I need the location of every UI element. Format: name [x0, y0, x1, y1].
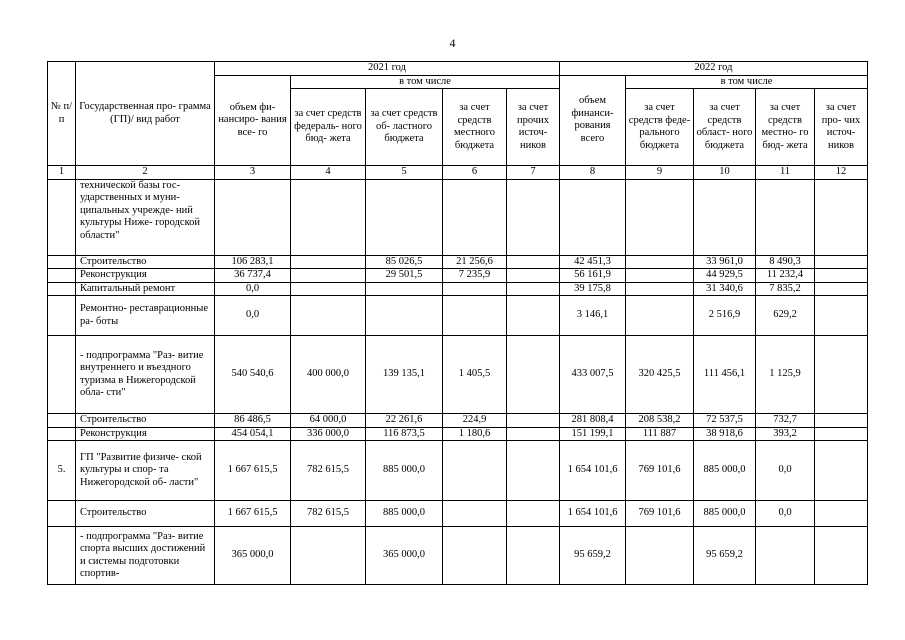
value-cell: 540 540,6	[215, 336, 291, 414]
value-cell: 885 000,0	[694, 441, 756, 501]
value-cell: 1 180,6	[443, 427, 507, 441]
header-num: № п/п	[48, 62, 76, 166]
value-cell	[815, 179, 868, 255]
column-number: 3	[215, 166, 291, 180]
value-cell	[626, 282, 694, 296]
page-number: 4	[449, 36, 456, 50]
header-2022-local: за счет средств местно- го бюд- жета	[756, 89, 815, 166]
value-cell	[626, 179, 694, 255]
header-year-2022: 2022 год	[560, 62, 868, 76]
value-cell	[291, 179, 366, 255]
program-name-cell: - подпрограмма "Раз- витие внутреннего и въездного туризма в Нижегородской обла- сти"	[76, 336, 215, 414]
header-2021-other: за счет прочих источ- ников	[507, 89, 560, 166]
column-number: 1	[48, 166, 76, 180]
value-cell: 2 516,9	[694, 296, 756, 336]
value-cell	[815, 282, 868, 296]
value-cell: 629,2	[756, 296, 815, 336]
header-2021-total: объем фи- нансиро- вания все- го	[215, 75, 291, 166]
value-cell	[366, 179, 443, 255]
value-cell: 8 490,3	[756, 255, 815, 269]
value-cell: 1 405,5	[443, 336, 507, 414]
row-number-cell	[48, 255, 76, 269]
value-cell: 33 961,0	[694, 255, 756, 269]
program-name-cell: Строительство	[76, 414, 215, 428]
value-cell	[507, 527, 560, 585]
row-number-cell	[48, 179, 76, 255]
value-cell	[815, 501, 868, 527]
value-cell	[366, 282, 443, 296]
value-cell: 36 737,4	[215, 269, 291, 283]
value-cell: 111 456,1	[694, 336, 756, 414]
value-cell: 208 538,2	[626, 414, 694, 428]
column-numbers-row	[48, 166, 868, 180]
value-cell	[291, 527, 366, 585]
value-cell: 86 486,5	[215, 414, 291, 428]
value-cell: 885 000,0	[366, 501, 443, 527]
program-name-cell: Реконструкция	[76, 427, 215, 441]
value-cell: 1 125,9	[756, 336, 815, 414]
value-cell: 111 887	[626, 427, 694, 441]
value-cell	[694, 179, 756, 255]
value-cell	[815, 441, 868, 501]
value-cell: 95 659,2	[694, 527, 756, 585]
value-cell: 336 000,0	[291, 427, 366, 441]
value-cell: 1 654 101,6	[560, 501, 626, 527]
table-row	[48, 336, 868, 414]
value-cell: 22 261,6	[366, 414, 443, 428]
row-number-cell	[48, 501, 76, 527]
value-cell	[815, 427, 868, 441]
value-cell	[443, 296, 507, 336]
program-name-cell: ГП "Развитие физиче- ской культуры и спор- та Нижегородской об- ласти"	[76, 441, 215, 501]
value-cell: 1 667 615,5	[215, 441, 291, 501]
value-cell: 44 929,5	[694, 269, 756, 283]
value-cell: 224,9	[443, 414, 507, 428]
program-name-cell: Строительство	[76, 255, 215, 269]
value-cell	[291, 282, 366, 296]
value-cell: 42 451,3	[560, 255, 626, 269]
value-cell	[291, 269, 366, 283]
value-cell	[215, 179, 291, 255]
column-number: 12	[815, 166, 868, 180]
column-number: 6	[443, 166, 507, 180]
value-cell: 95 659,2	[560, 527, 626, 585]
value-cell: 139 135,1	[366, 336, 443, 414]
value-cell: 0,0	[756, 441, 815, 501]
value-cell	[443, 179, 507, 255]
value-cell: 320 425,5	[626, 336, 694, 414]
value-cell	[626, 527, 694, 585]
table-row	[48, 441, 868, 501]
header-year-2021: 2021 год	[215, 62, 560, 76]
value-cell: 782 615,5	[291, 441, 366, 501]
value-cell	[443, 441, 507, 501]
table-row	[48, 527, 868, 585]
value-cell	[815, 414, 868, 428]
table-row	[48, 501, 868, 527]
header-2022-regional: за счет средств област- ного бюджета	[694, 89, 756, 166]
value-cell: 769 101,6	[626, 441, 694, 501]
value-cell: 365 000,0	[215, 527, 291, 585]
program-name-cell: Реконструкция	[76, 269, 215, 283]
value-cell: 885 000,0	[366, 441, 443, 501]
column-number: 7	[507, 166, 560, 180]
value-cell: 64 000,0	[291, 414, 366, 428]
value-cell	[815, 296, 868, 336]
value-cell: 3 146,1	[560, 296, 626, 336]
row-number-cell	[48, 336, 76, 414]
table-row	[48, 296, 868, 336]
value-cell	[507, 282, 560, 296]
row-number-cell	[48, 296, 76, 336]
program-name-cell: Ремонтно- реставрационные ра- боты	[76, 296, 215, 336]
row-number-cell	[48, 527, 76, 585]
value-cell	[507, 414, 560, 428]
value-cell	[815, 269, 868, 283]
value-cell	[756, 527, 815, 585]
value-cell: 732,7	[756, 414, 815, 428]
table-body	[48, 179, 868, 585]
value-cell	[507, 296, 560, 336]
value-cell	[815, 255, 868, 269]
column-number: 2	[76, 166, 215, 180]
value-cell	[366, 296, 443, 336]
value-cell: 31 340,6	[694, 282, 756, 296]
row-number-cell	[48, 414, 76, 428]
value-cell: 393,2	[756, 427, 815, 441]
value-cell: 0,0	[215, 282, 291, 296]
column-number: 9	[626, 166, 694, 180]
table-row	[48, 179, 868, 255]
column-number: 8	[560, 166, 626, 180]
value-cell: 454 054,1	[215, 427, 291, 441]
value-cell: 21 256,6	[443, 255, 507, 269]
value-cell: 0,0	[756, 501, 815, 527]
value-cell: 7 835,2	[756, 282, 815, 296]
header-2021-federal: за счет средств федераль- ного бюд- жета	[291, 89, 366, 166]
value-cell	[443, 527, 507, 585]
value-cell	[507, 501, 560, 527]
header-program: Государственная про- грамма (ГП)/ вид работ	[76, 62, 215, 166]
table-row	[48, 414, 868, 428]
program-name-cell: технической базы гос- ударственных и муни- ципальных учрежде- ний культуры Ниже- городской области"	[76, 179, 215, 255]
header-2021-including: в том числе	[291, 75, 560, 89]
row-number-cell	[48, 427, 76, 441]
value-cell	[443, 501, 507, 527]
value-cell: 0,0	[215, 296, 291, 336]
program-name-cell: - подпрограмма "Раз- витие спорта высших достижений и системы подготовки спортив-	[76, 527, 215, 585]
value-cell: 29 501,5	[366, 269, 443, 283]
value-cell: 56 161,9	[560, 269, 626, 283]
value-cell: 85 026,5	[366, 255, 443, 269]
column-number: 5	[366, 166, 443, 180]
value-cell	[443, 282, 507, 296]
value-cell: 72 537,5	[694, 414, 756, 428]
value-cell	[507, 179, 560, 255]
value-cell: 782 615,5	[291, 501, 366, 527]
header-2022-other: за счет про- чих источ- ников	[815, 89, 868, 166]
row-number-cell	[48, 269, 76, 283]
program-name-cell: Строительство	[76, 501, 215, 527]
financing-table	[47, 61, 868, 585]
header-2022-total: объем финанси- рования всего	[560, 75, 626, 166]
value-cell	[291, 296, 366, 336]
value-cell	[626, 255, 694, 269]
table-row	[48, 269, 868, 283]
value-cell: 11 232,4	[756, 269, 815, 283]
value-cell: 39 175,8	[560, 282, 626, 296]
value-cell	[507, 336, 560, 414]
value-cell	[815, 336, 868, 414]
table-row	[48, 282, 868, 296]
header-2021-regional: за счет средств об- ластного бюджета	[366, 89, 443, 166]
value-cell: 1 667 615,5	[215, 501, 291, 527]
table-row	[48, 427, 868, 441]
value-cell: 365 000,0	[366, 527, 443, 585]
row-number-cell: 5.	[48, 441, 76, 501]
value-cell	[756, 179, 815, 255]
column-number: 10	[694, 166, 756, 180]
value-cell	[626, 296, 694, 336]
value-cell	[507, 255, 560, 269]
value-cell	[507, 427, 560, 441]
value-cell: 400 000,0	[291, 336, 366, 414]
column-number: 11	[756, 166, 815, 180]
value-cell: 7 235,9	[443, 269, 507, 283]
value-cell	[507, 441, 560, 501]
header-2021-local: за счет средств местного бюджета	[443, 89, 507, 166]
program-name-cell: Капитальный ремонт	[76, 282, 215, 296]
value-cell	[507, 269, 560, 283]
value-cell: 433 007,5	[560, 336, 626, 414]
value-cell: 885 000,0	[694, 501, 756, 527]
value-cell: 151 199,1	[560, 427, 626, 441]
row-number-cell	[48, 282, 76, 296]
header-2022-including: в том числе	[626, 75, 868, 89]
value-cell	[291, 255, 366, 269]
value-cell: 38 918,6	[694, 427, 756, 441]
value-cell: 769 101,6	[626, 501, 694, 527]
table-row	[48, 255, 868, 269]
value-cell: 1 654 101,6	[560, 441, 626, 501]
value-cell: 116 873,5	[366, 427, 443, 441]
value-cell	[560, 179, 626, 255]
value-cell: 106 283,1	[215, 255, 291, 269]
value-cell: 281 808,4	[560, 414, 626, 428]
header-2022-federal: за счет средств феде- рального бюджета	[626, 89, 694, 166]
value-cell	[815, 527, 868, 585]
value-cell	[626, 269, 694, 283]
column-number: 4	[291, 166, 366, 180]
